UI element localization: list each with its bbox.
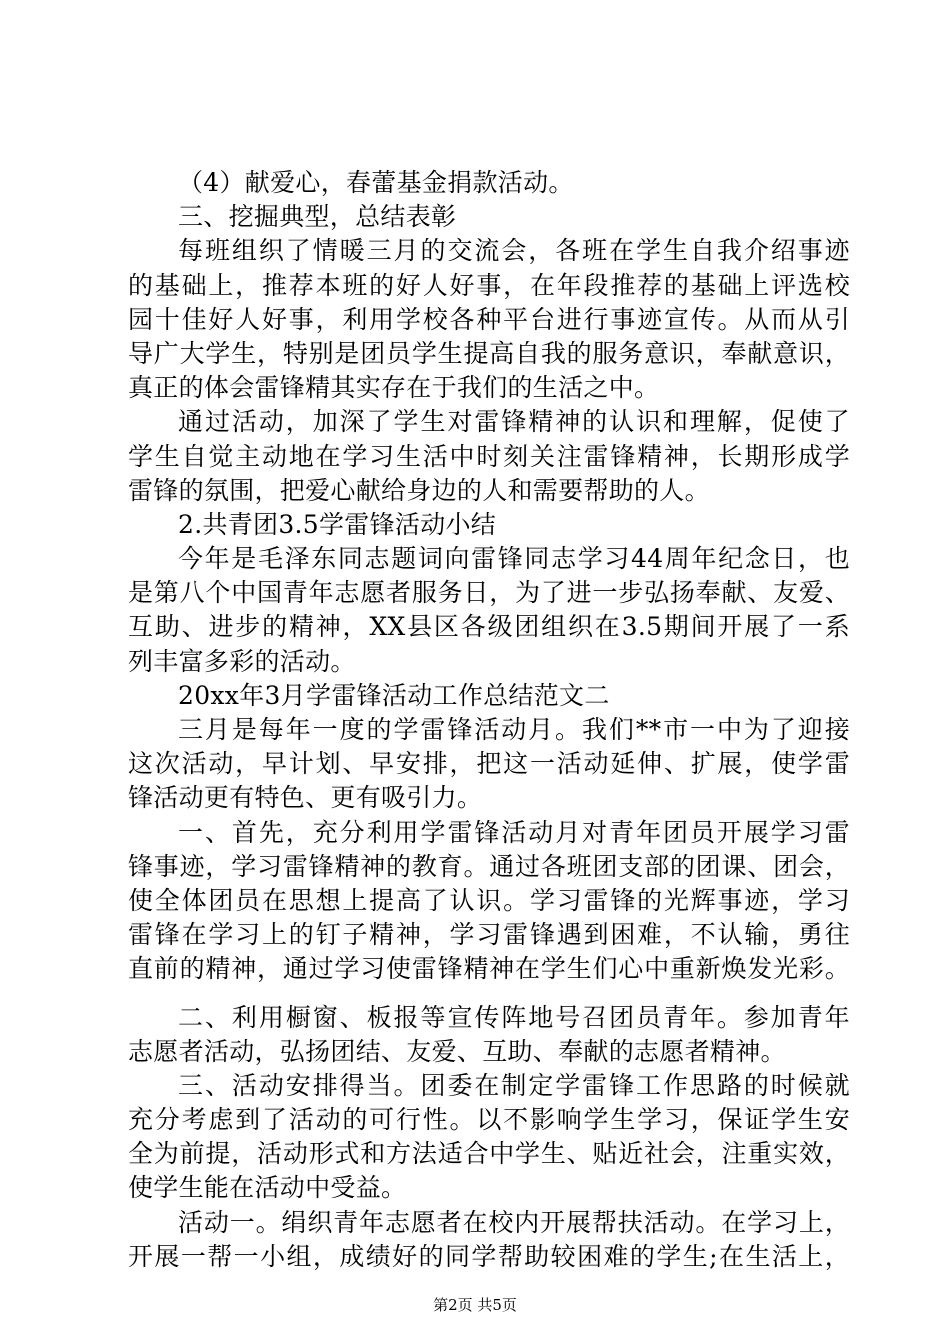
text-line: 使学生能在活动中受益。 (128, 1173, 407, 1203)
page-number-footer: 第2页 共5页 (433, 1296, 517, 1314)
text-line: 锋活动更有特色、更有吸引力。 (128, 783, 483, 813)
text-line: 每班组织了情暖三月的交流会，各班在学生自我介绍事迹 (178, 236, 850, 266)
text-line: 全为前提，活动形式和方法适合中学生、贴近社会，注重实效， (128, 1139, 850, 1169)
text-line: 园十佳好人好事，利用学校各种平台进行事迹宣传。从而从引 (128, 304, 850, 334)
text-line: 开展一帮一小组，成绩好的同学帮助较困难的学生;在生活上， (128, 1241, 850, 1271)
section-heading: 三、挖掘典型，总结表彰 (178, 202, 457, 232)
text-line: 今年是毛泽东同志题词向雷锋同志学习44周年纪念日，也 (178, 544, 850, 574)
text-line: 互助、进步的精神，XX县区各级团组织在3.5期间开展了一系 (128, 612, 850, 642)
text-line: 一、首先，充分利用学雷锋活动月对青年团员开展学习雷 (178, 817, 850, 847)
text-line: 雷锋的氛围，把爱心献给身边的人和需要帮助的人。 (128, 475, 710, 505)
text-line: 学生自觉主动地在学习生活中时刻关注雷锋精神，长期形成学 (128, 441, 850, 471)
text-line: （4）献爱心，春蕾基金捐款活动。 (178, 168, 574, 197)
document-body (128, 166, 850, 1274)
text-line: 三、活动安排得当。团委在制定学雷锋工作思路的时候就 (178, 1070, 850, 1100)
text-line: 通过活动，加深了学生对雷锋精神的认识和理解，促使了 (178, 407, 850, 437)
text-line: 的基础上，推荐本班的好人好事，在年段推荐的基础上评选校 (128, 270, 850, 300)
text-line: 真正的体会雷锋精其实存在于我们的生活之中。 (128, 373, 660, 403)
text-line: 锋事迹，学习雷锋精神的教育。通过各班团支部的团课、团会， (128, 851, 850, 881)
text-line: 二、利用橱窗、板报等宣传阵地号召团员青年。参加青年 (178, 1002, 850, 1032)
section-heading: 2.共青团3.5学雷锋活动小结 (178, 509, 497, 539)
text-line: 是第八个中国青年志愿者服务日，为了进一步弘扬奉献、友爱、 (128, 578, 850, 608)
text-line: 使全体团员在思想上提高了认识。学习雷锋的光辉事迹，学习 (128, 885, 850, 915)
text-line: 导广大学生，特别是团员学生提高自我的服务意识，奉献意识， (128, 338, 850, 368)
text-line: 活动一。绢织青年志愿者在校内开展帮扶活动。在学习上， (178, 1207, 850, 1237)
text-line: 三月是每年一度的学雷锋活动月。我们**市一中为了迎接 (178, 715, 850, 744)
text-line: 列丰富多彩的活动。 (128, 646, 356, 676)
text-line: 直前的精神，通过学习使雷锋精神在学生们心中重新焕发光彩。 (128, 954, 850, 984)
text-line: 这次活动，早计划、早安排，把这一活动延伸、扩展，使学雷 (128, 749, 850, 779)
section-heading: 20xx年3月学雷锋活动工作总结范文二 (178, 680, 610, 710)
text-line: 志愿者活动，弘扬团结、友爱、互助、奉献的志愿者精神。 (128, 1036, 786, 1066)
text-line: 充分考虑到了活动的可行性。以不影响学生学习，保证学生安 (128, 1105, 850, 1135)
text-line: 雷锋在学习上的钉子精神，学习雷锋遇到困难，不认输，勇往 (128, 920, 850, 950)
